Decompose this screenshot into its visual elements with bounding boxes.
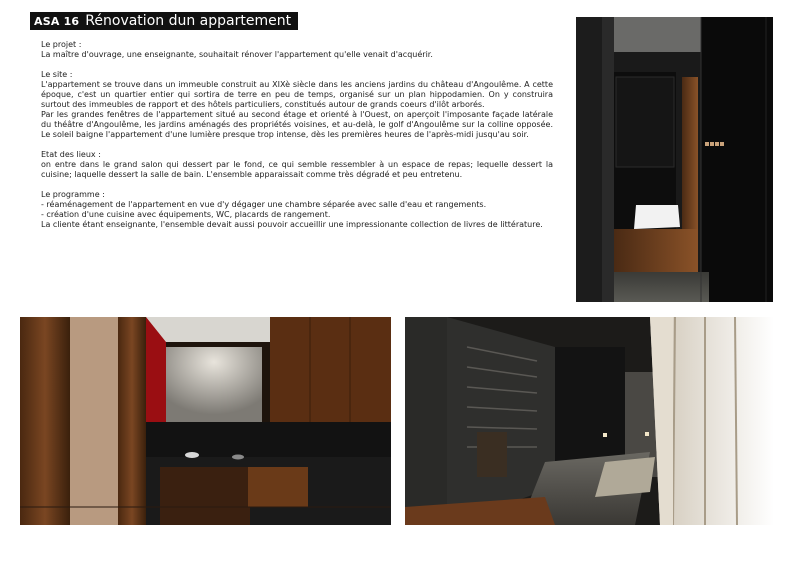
projet-body: La maître d'ouvrage, une enseignante, souhaitait rénover l'appartement qu'elle venait d'acquérir.	[41, 50, 433, 59]
title-bar	[30, 12, 298, 30]
programme-heading: Le programme :	[41, 190, 105, 199]
etat-heading: Etat des lieux :	[41, 150, 101, 159]
kitchen-render-image	[20, 317, 391, 525]
programme-note: La cliente étant enseignante, l'ensemble devait aussi pouvoir accueillir une impressionante collection de livres de littérature.	[41, 220, 543, 229]
etat-body: on entre dans le grand salon qui dessert par le fond, ce qui semble ressembler à un espace de repas; lequelle dessert la cuisine; laquelle dessert la salle de bain. L'ensemble apparaissait comme très dégradé et peu entretenu.	[41, 160, 553, 179]
projet-heading: Le projet :	[41, 40, 82, 49]
site-heading: Le site :	[41, 70, 73, 79]
bedroom-render-image	[405, 317, 774, 525]
description-text	[41, 40, 553, 230]
project-code: ASA 16	[34, 14, 80, 28]
programme-item-2: - création d'une cuisine avec équipements, WC, placards de rangement.	[41, 210, 331, 219]
programme-item-1: - réaménagement de l'appartement en vue d'y dégager une chambre séparée avec salle d'eau et rangements.	[41, 200, 487, 209]
site-paragraph-1: L'appartement se trouve dans un immeuble construit au XIXè siècle dans les anciens jardins du château d'Angoulême. A cette époque, c'est un quartier entier qui sortira de terre en peu de temps, organisé sur un plan hippodamien. On y construira surtout des immeubles de rapport et des hôtels particuliers, constitués autour de grands coeurs d'ilôt arborés.	[41, 80, 553, 109]
page-title: Rénovation dun appartement	[85, 13, 292, 29]
site-paragraph-2: Par les grandes fenêtres de l'appartement situé au second étage et orienté à l'Ouest, on aperçoit l'imposante façade latérale du théâtre d'Angoulême, les jardins aménagés des propriétés voisines, et au-delà, le golf d'Angoulême sur la colline opposée. Le soleil baigne l'appartement d'une lumière presque trop intense, dès les premières heures de l'après-midi jusqu'au soir.	[41, 110, 553, 139]
bathroom-render-image	[576, 17, 773, 302]
